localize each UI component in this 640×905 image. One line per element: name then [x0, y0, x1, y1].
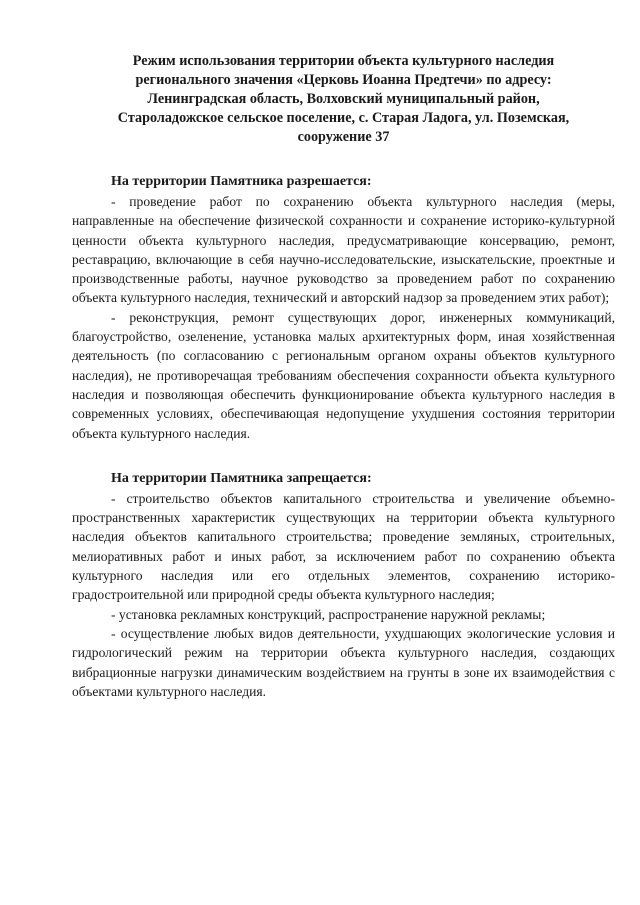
title-line: Режим использования территории объекта культурного наследия — [132, 53, 555, 69]
allowed-heading: На территории Памятника разрешается: — [111, 174, 372, 189]
title-line: Ленинградская область, Волховский муниципальный район, — [147, 91, 540, 107]
prohibited-item-paragraph: - установка рекламных конструкций, распространение наружной рекламы; — [111, 606, 546, 622]
prohibited-item-paragraph: - осуществление любых видов деятельности, ухудшающих экологические условия и гидрологический режим на территории объекта культурного наследия, создающих вибрационные нагрузки динамическим воздействием на грунты в зоне их взаимодействия с объектами культурного наследия. — [72, 625, 615, 699]
allowed-section — [72, 172, 615, 443]
title-line: регионального значения «Церковь Иоанна Предтечи» по адресу: — [135, 72, 552, 88]
title-line: Староладожское сельское поселение, с. Старая Ладога, ул. Поземская, — [117, 110, 570, 126]
prohibited-item-paragraph: - строительство объектов капитального строительства и увеличение объемно-пространственных характеристик существующих на территории объекта культурного наследия объектов капитального строительства; проведение земляных, строительных, мелиоративных работ и иных работ, за исключением работ по сохранению объекта культурного наследия или его отдельных элементов, сохранению историко-градостроительной или природной среды объекта культурного наследия; — [72, 490, 615, 603]
allowed-item-paragraph: - проведение работ по сохранению объекта культурного наследия (меры, направленные на обеспечение физической сохранности и сохранение историко-культурной ценности объекта культурного наследия, предусматривающие консервацию, ремонт, реставрацию, включающие в себя научно-исследовательские, изыскательские, проектные и производственные работы, научное руководство за проведением работ по сохранению объекта культурного наследия, технический и авторский надзор за проведением этих работ); — [72, 194, 615, 306]
allowed-item-paragraph: - реконструкция, ремонт существующих дорог, инженерных коммуникаций, благоустройство, озеленение, установка малых архитектурных форм, иная хозяйственная деятельность (по согласованию с региональным органом охраны объектов культурного наследия), не противоречащая требованиям обеспечения сохранности объекта культурного наследия и позволяющая обеспечить функционирование объекта культурного наследия в современных условиях, обеспечивающая недопущение ухудшения состояния территории объекта культурного наследия. — [72, 309, 615, 441]
prohibited-heading: На территории Памятника запрещается: — [111, 470, 372, 486]
prohibited-section — [72, 469, 615, 701]
document-title — [72, 52, 615, 147]
document-page — [72, 52, 615, 727]
title-line: сооружение 37 — [297, 129, 390, 145]
